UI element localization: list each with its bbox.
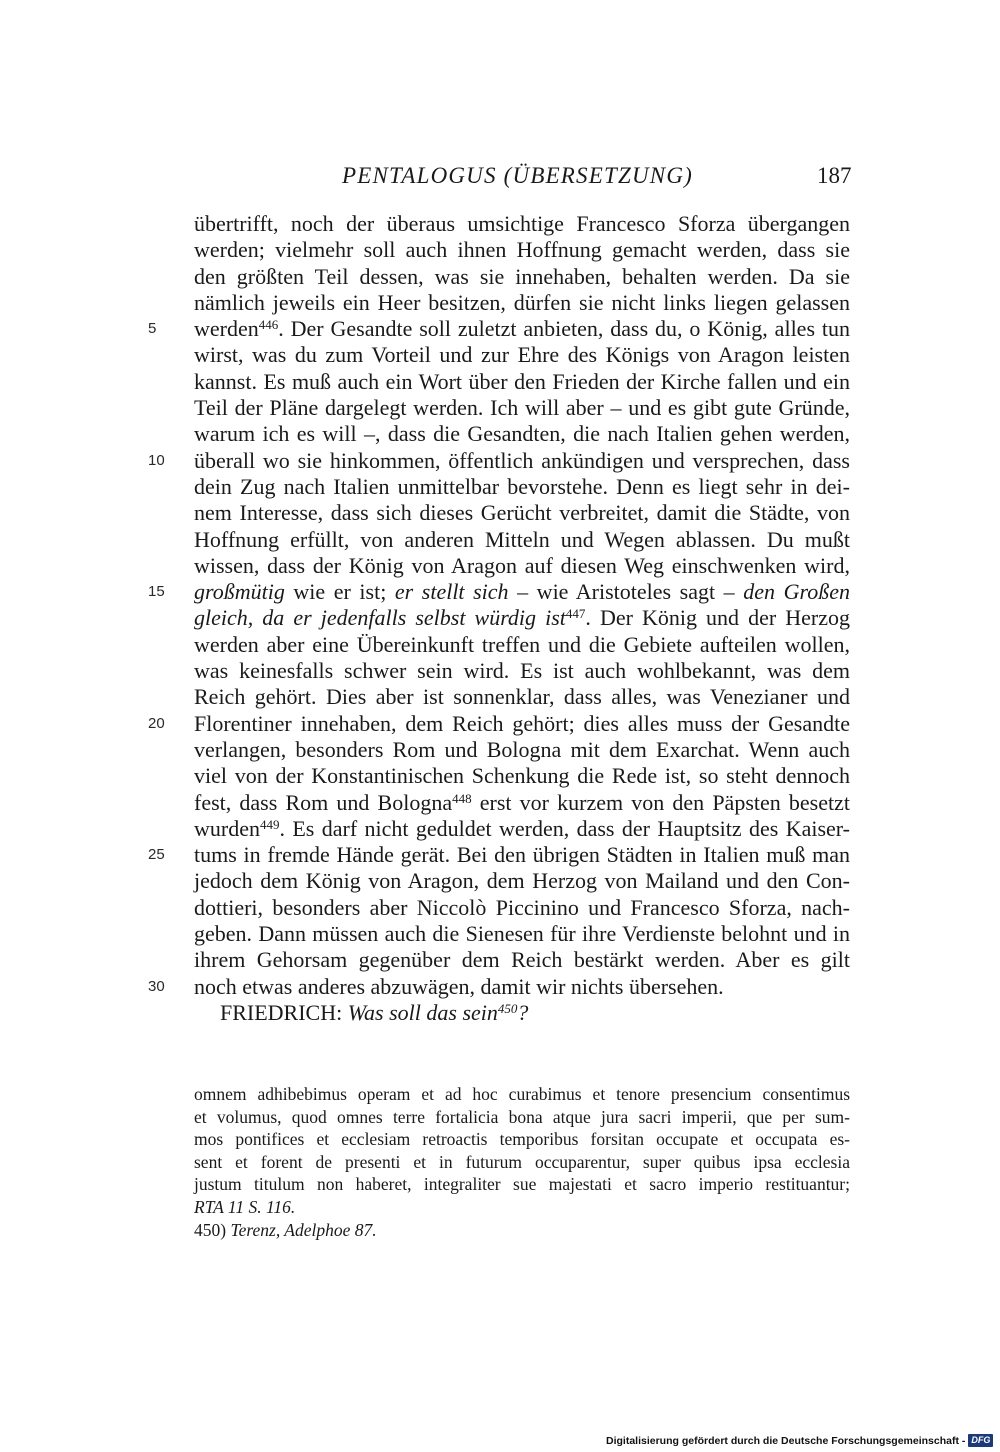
page-number: 187 (817, 163, 852, 188)
footnote-reference: 448 (452, 790, 472, 806)
italic-text: ? (517, 999, 529, 1025)
line-text (194, 1000, 850, 1026)
line-text (194, 895, 850, 921)
text-line (194, 790, 850, 816)
line-text (194, 921, 850, 947)
text-segment: fest, dass Rom und Bologna (194, 789, 453, 815)
text-segment: omnem adhibebimus operam et ad hoc curabimus et tenore presencium consentimus (194, 1084, 850, 1104)
text-line (194, 737, 850, 763)
text-line (194, 264, 850, 290)
line-number: 10 (148, 451, 165, 469)
text-segment: justum titulum non haberet, integraliter sue majestati et sacro imperio restituantur; (194, 1174, 850, 1195)
text-line (194, 211, 850, 237)
text-segment: ihrem Gehorsam gegenüber dem Reich bestärkt werden. Aber es gilt (194, 947, 850, 973)
line-text (194, 868, 850, 894)
text-line (194, 816, 850, 842)
text-line (194, 921, 850, 947)
line-text (194, 684, 850, 710)
line-text (194, 421, 850, 447)
text-line (148, 316, 850, 342)
line-text (194, 290, 850, 316)
text-line (194, 658, 850, 684)
line-number: 20 (148, 714, 165, 732)
text-segment: . Es darf nicht geduldet werden, dass der Hauptsitz des Kaiser- (279, 815, 850, 841)
line-text (194, 342, 850, 368)
line-text (194, 448, 850, 474)
running-head: PENTALOGUS (ÜBERSETZUNG) (342, 163, 694, 188)
text-segment: nem Interesse, dass sich dieses Gerücht verbreitet, damit die Städte, von (194, 500, 850, 526)
line-text (194, 579, 850, 605)
text-segment: verlangen, besonders Rom und Bologna mit dem Exarchat. Wenn auch (194, 736, 850, 762)
text-segment: was keinesfalls schwer sein wird. Es ist auch wohlbekannt, was dem (194, 658, 850, 684)
line-text (194, 790, 850, 816)
text-line (194, 395, 850, 421)
main-text-block (148, 211, 851, 1026)
text-segment: Teil der Pläne dargelegt werden. Ich will aber – und es gibt gute Gründe, (194, 395, 850, 421)
text-segment: . Der Gesandte soll zuletzt anbieten, dass du, o König, alles tun (278, 316, 850, 342)
line-text (194, 395, 850, 421)
italic-text: er stellt sich (394, 579, 509, 605)
line-text (194, 553, 850, 579)
text-segment: kannst. Es muß auch ein Wort über den Frieden der Kirche fallen und ein (194, 368, 850, 394)
text-segment: Reich gehört. Dies aber ist sonnenklar, dass alles, was Venezianer und (194, 684, 850, 710)
line-text (194, 527, 850, 553)
footnote-reference: 447 (565, 606, 586, 622)
text-segment: mos pontifices et ecclesiam retroactis temporibus forsitan occupate et occupata es- (194, 1129, 850, 1150)
text-line (194, 474, 850, 500)
line-text (194, 842, 850, 868)
text-line (194, 605, 850, 631)
text-segment: – wie Aristoteles sagt – (508, 579, 744, 605)
footnote-block (194, 1083, 850, 1241)
text-segment: 450) (194, 1219, 231, 1240)
italic-text: großmütig (194, 579, 285, 605)
text-line (148, 447, 850, 474)
text-segment: übertrifft, noch der überaus umsichtige Francesco Sforza übergangen (194, 211, 850, 236)
italic-text: gleich, da er jedenfalls selbst würdig ist (194, 605, 566, 631)
text-line (194, 369, 850, 395)
text-line (148, 973, 850, 1000)
line-text (194, 763, 850, 789)
footnote-line (194, 1083, 850, 1106)
line-number: 25 (148, 846, 165, 864)
line-text (194, 474, 850, 500)
italic-text: Terenz, Adelphoe 87. (230, 1219, 377, 1240)
text-segment: erst vor kurzem von den Päpsten besetzt (471, 789, 850, 815)
text-line (194, 342, 850, 368)
text-segment: den größten Teil dessen, was sie innehaben, behalten werden. Da sie (194, 263, 850, 289)
line-text (194, 711, 850, 737)
text-segment: . Der König und der Herzog (585, 605, 851, 631)
text-segment: tums in fremde Hände gerät. Bei den übrigen Städten in Italien muß man (194, 842, 850, 868)
text-segment: Florentiner innehaben, dem Reich gehört; dies alles muss der Gesandte (194, 710, 850, 736)
text-line (194, 684, 850, 710)
italic-text: Was soll das sein (347, 999, 498, 1025)
footnote-line (194, 1219, 850, 1242)
line-text (194, 816, 850, 842)
line-text (194, 237, 850, 263)
text-segment: noch etwas anderes abzuwägen, damit wir nichts übersehen. (194, 973, 724, 999)
text-segment: sent et forent de presenti et in futurum occuparentur, super quibus ipsa ecclesia (194, 1151, 850, 1172)
text-segment: et volumus, quod omnes terre fortalicia bona atque jura sacri imperii, que per sum- (194, 1106, 850, 1127)
dfg-funding-banner (606, 1434, 993, 1447)
italic-text: RTA 11 S. 116. (194, 1196, 296, 1217)
text-segment: wurden (194, 815, 260, 841)
line-text (194, 369, 850, 395)
text-line (194, 237, 850, 263)
footnote-line (194, 1151, 850, 1174)
footnote-line (194, 1106, 850, 1129)
text-segment: werden aber eine Übereinkunft treffen und die Gebiete aufteilen wollen, (194, 631, 850, 657)
footnote-reference: 449 (259, 816, 280, 832)
text-line (194, 527, 850, 553)
dfg-logo: DFG (968, 1434, 993, 1447)
footnote-reference: 450 (497, 1000, 518, 1016)
text-line (194, 421, 850, 447)
text-line (194, 763, 850, 789)
line-text (194, 500, 850, 526)
line-number: 5 (148, 320, 157, 338)
text-segment: wissen, dass der König von Aragon auf diesen Weg einschwenken wird, (194, 552, 850, 578)
line-text (194, 658, 850, 684)
text-segment: wie er ist; (284, 579, 395, 605)
footnote-reference: 446 (258, 317, 279, 333)
italic-text: den Großen (743, 579, 850, 605)
line-text (194, 947, 850, 973)
text-line (194, 1000, 850, 1026)
line-text (194, 605, 850, 631)
text-segment: warum ich es will –, dass die Gesandten, die nach Italien gehen werden, (194, 421, 850, 447)
line-text (194, 974, 850, 1000)
footnote-line (194, 1128, 850, 1151)
text-segment: FRIEDRICH: (220, 999, 348, 1025)
text-line (148, 579, 850, 605)
line-text (194, 211, 850, 237)
text-line (194, 947, 850, 973)
line-text (194, 737, 850, 763)
line-number: 15 (148, 583, 165, 601)
line-text (194, 316, 850, 342)
footnote-line (194, 1196, 850, 1219)
footnote-line (194, 1173, 850, 1196)
text-segment: werden; vielmehr soll auch ihnen Hoffnung gemacht werden, dass sie (194, 237, 850, 263)
line-number: 30 (148, 977, 165, 995)
text-line (194, 632, 850, 658)
text-segment: dottieri, besonders aber Niccolò Piccinino und Francesco Sforza, nach- (194, 894, 850, 920)
text-line (148, 842, 850, 868)
text-segment: jedoch dem König von Aragon, dem Herzog von Mailand und den Con- (194, 868, 850, 894)
text-segment: nämlich jeweils ein Heer besitzen, dürfen sie nicht links liegen gelassen (194, 289, 850, 315)
text-line (194, 553, 850, 579)
text-segment: überall wo sie hinkommen, öffentlich ankündigen und versprechen, dass (194, 447, 850, 473)
text-segment: Hoffnung erfüllt, von anderen Mitteln und Wegen ablassen. Du mußt (194, 526, 850, 552)
text-line (148, 710, 850, 737)
text-segment: wirst, was du zum Vorteil und zur Ehre des Königs von Aragon leisten (194, 342, 850, 368)
text-segment: viel von der Konstantinischen Schenkung die Rede ist, so steht dennoch (194, 763, 850, 789)
text-segment: werden (194, 316, 259, 342)
line-text (194, 264, 850, 290)
text-segment: dein Zug nach Italien unmittelbar bevorstehe. Denn es liegt sehr in dei- (194, 473, 850, 499)
text-segment: geben. Dann müssen auch die Sienesen für ihre Verdienste belohnt und in (194, 921, 850, 947)
text-line (194, 290, 850, 316)
dfg-funding-text: Digitalisierung gefördert durch die Deutsche Forschungsgemeinschaft - (606, 1434, 966, 1447)
text-line (194, 895, 850, 921)
text-line (194, 868, 850, 894)
line-text (194, 632, 850, 658)
text-line (194, 500, 850, 526)
